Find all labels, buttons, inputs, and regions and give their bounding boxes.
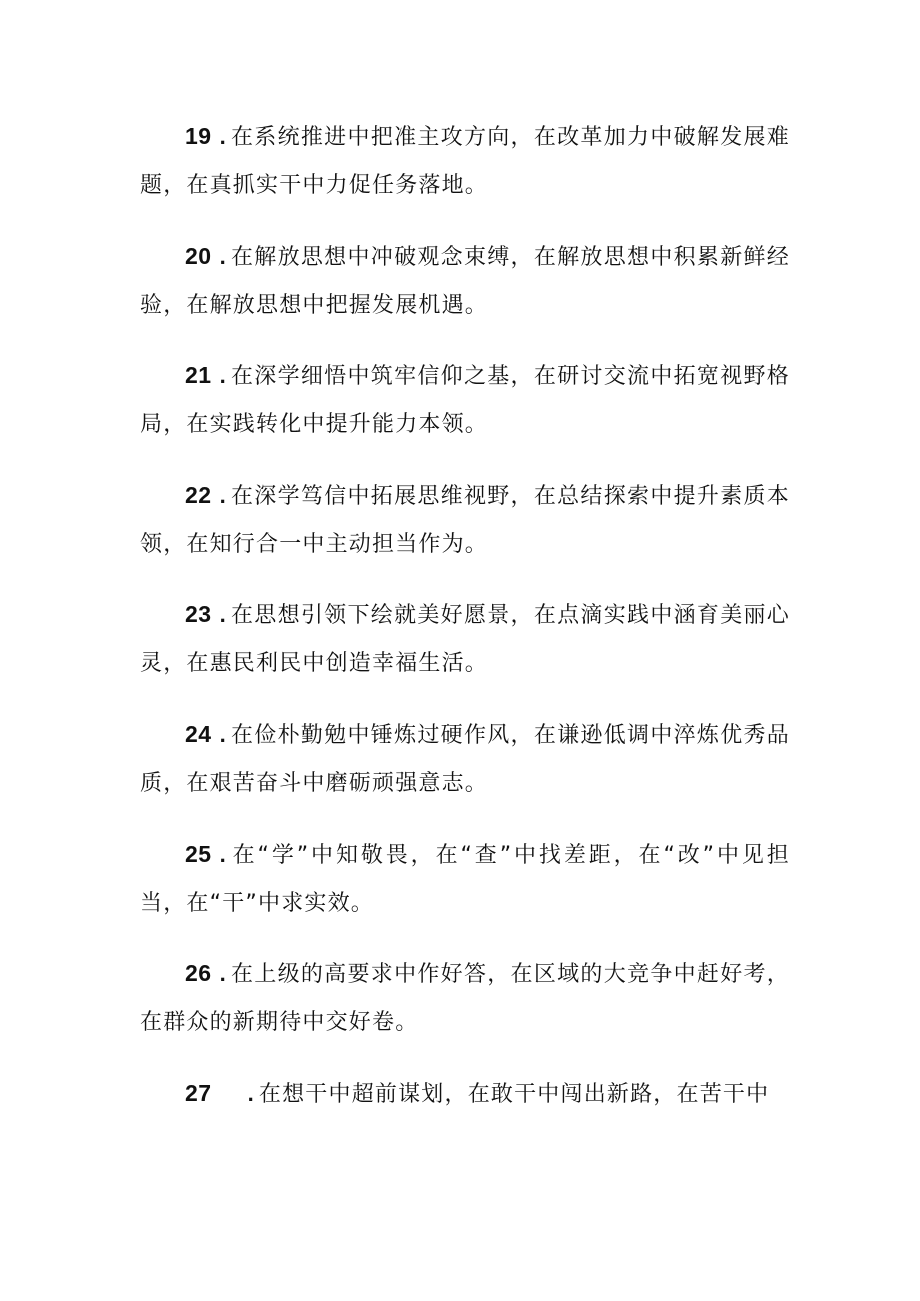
item-text: 在想干中超前谋划，在敢干中闯出新路，在苦干中 (258, 1081, 770, 1107)
item-text: 在深学细悟中筑牢信仰之基，在研讨交流中拓宽视野格局，在实践转化中提升能力本领。 (140, 364, 790, 438)
list-item (140, 112, 790, 210)
list-item (140, 351, 790, 449)
item-number: 25 (185, 840, 212, 867)
list-item (140, 232, 790, 330)
list-item (140, 590, 790, 688)
list-item (140, 949, 790, 1047)
list-item (140, 710, 790, 808)
item-separator: . (219, 124, 227, 149)
item-text: 在俭朴勤勉中锤炼过硬作风，在谦逊低调中淬炼优秀品质，在艰苦奋斗中磨砺顽强意志。 (140, 722, 790, 796)
list-item (140, 1069, 790, 1119)
item-separator: . (219, 602, 227, 628)
item-text: 在解放思想中冲破观念束缚，在解放思想中积累新鲜经验，在解放思想中把握发展机遇。 (140, 244, 790, 318)
list-item (140, 830, 790, 928)
item-number: 20 (185, 242, 212, 269)
item-text: 在“学”中知敬畏，在“查”中找差距，在“改”中见担当，在“干”中求实效。 (140, 842, 790, 916)
item-separator: . (219, 841, 227, 867)
item-number: 27 (185, 1079, 212, 1106)
item-separator: . (247, 1080, 255, 1106)
item-separator: . (219, 961, 227, 987)
item-text: 在上级的高要求中作好答，在区域的大竞争中赶好考，在群众的新期待中交好卷。 (140, 962, 790, 1036)
item-separator: . (219, 243, 227, 269)
item-separator: . (219, 482, 227, 508)
item-separator: . (219, 721, 227, 747)
item-number: 22 (185, 481, 212, 508)
item-text: 在系统推进中把准主攻方向，在改革加力中破解发展难题，在真抓实干中力促任务落地。 (140, 125, 790, 198)
list-item (140, 471, 790, 569)
item-number: 26 (185, 960, 212, 987)
item-number: 19 (185, 123, 212, 149)
item-number: 23 (185, 601, 212, 628)
item-text: 在思想引领下绘就美好愿景，在点滴实践中涵育美丽心灵，在惠民利民中创造幸福生活。 (140, 603, 790, 677)
item-number: 24 (185, 720, 212, 747)
item-text: 在深学笃信中拓展思维视野，在总结探索中提升素质本领，在知行合一中主动担当作为。 (140, 483, 790, 557)
numbered-list (140, 112, 790, 1140)
item-number: 21 (185, 362, 212, 389)
item-separator: . (219, 363, 227, 389)
